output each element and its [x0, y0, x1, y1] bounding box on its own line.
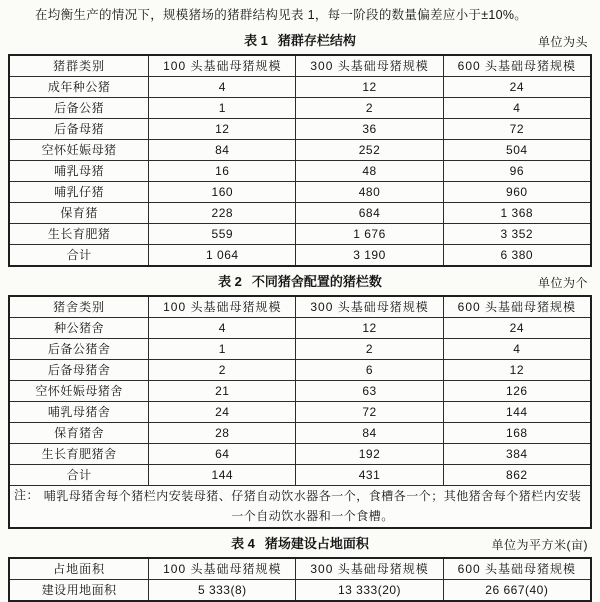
table-cell: 84: [296, 422, 443, 443]
table-cell: 3 352: [443, 223, 591, 244]
table-cell: 228: [149, 202, 296, 223]
table-cell: 252: [296, 139, 443, 160]
table-cell: 144: [149, 464, 296, 485]
table2-caption-title: 不同猪舍配置的猪栏数: [251, 273, 382, 289]
row-label: 种公猪舍: [9, 317, 149, 338]
table4-body: [9, 579, 591, 601]
table-row: [9, 202, 591, 223]
table-cell: 72: [296, 401, 443, 422]
column-header: 600 头基础母猪规模: [443, 55, 591, 77]
row-label: 合计: [9, 464, 149, 485]
table-cell: 63: [296, 380, 443, 401]
column-header: 600 头基础母猪规模: [443, 558, 591, 580]
table-cell: 168: [443, 422, 591, 443]
row-label: 哺乳母猪舍: [9, 401, 149, 422]
table-row: [9, 160, 591, 181]
row-label: 哺乳仔猪: [9, 181, 149, 202]
row-label: 后备母猪舍: [9, 359, 149, 380]
column-header: 300 头基础母猪规模: [296, 296, 443, 318]
table-cell: 3 190: [296, 244, 443, 266]
table-cell: 12: [296, 317, 443, 338]
table4-caption-label: 表 4: [231, 535, 255, 551]
row-label: 成年种公猪: [9, 76, 149, 97]
table-row: [9, 76, 591, 97]
table-note: [9, 485, 591, 527]
table-cell: 64: [149, 443, 296, 464]
table2-unit-label: 单位为个: [537, 275, 588, 290]
row-label: 后备公猪: [9, 97, 149, 118]
table2-header: [9, 296, 591, 318]
table-cell: 2: [149, 359, 296, 380]
table-row: [9, 244, 591, 266]
table-cell: 960: [443, 181, 591, 202]
table-cell: 24: [443, 317, 591, 338]
table-cell: 480: [296, 181, 443, 202]
column-header: 猪群类别: [9, 55, 149, 77]
table2-caption: [8, 274, 592, 290]
table-cell: 2: [296, 97, 443, 118]
table-cell: 12: [296, 76, 443, 97]
table-cell: 12: [443, 359, 591, 380]
table1-caption-label: 表 1: [244, 32, 268, 48]
table-row: [9, 380, 591, 401]
table-cell: 1 064: [149, 244, 296, 266]
column-header: 100 头基础母猪规模: [149, 558, 296, 580]
note-row: [9, 485, 591, 527]
row-label: 后备母猪: [9, 118, 149, 139]
table-row: [9, 181, 591, 202]
column-header: 猪舍类别: [9, 296, 149, 318]
column-header: 300 头基础母猪规模: [296, 55, 443, 77]
row-label: 生长育肥猪: [9, 223, 149, 244]
row-label: 合计: [9, 244, 149, 266]
table-cell: 13 333(20): [296, 579, 443, 601]
column-header: 100 头基础母猪规模: [149, 55, 296, 77]
table-cell: 1 676: [296, 223, 443, 244]
table-cell: 559: [149, 223, 296, 244]
table-cell: 48: [296, 160, 443, 181]
row-label: 建设用地面积: [9, 579, 149, 601]
table1-unit-label: 单位为头: [537, 34, 588, 49]
table1-caption: [8, 33, 592, 49]
table-cell: 4: [149, 317, 296, 338]
table2-note-body: [9, 485, 591, 527]
table-cell: 431: [296, 464, 443, 485]
table-cell: 24: [443, 76, 591, 97]
table-cell: 160: [149, 181, 296, 202]
table-row: [9, 359, 591, 380]
table-row: [9, 139, 591, 160]
table-cell: 5 333(8): [149, 579, 296, 601]
row-label: 保育猪舍: [9, 422, 149, 443]
table-cell: 192: [296, 443, 443, 464]
column-header: 占地面积: [9, 558, 149, 580]
land-area-table: [8, 557, 592, 602]
table-row: [9, 443, 591, 464]
pen-count-table: [8, 295, 592, 529]
table-cell: 36: [296, 118, 443, 139]
table-cell: 126: [443, 380, 591, 401]
table1-caption-title: 猪群存栏结构: [277, 32, 356, 48]
table-cell: 12: [149, 118, 296, 139]
header-row: [9, 558, 591, 580]
table-cell: 21: [149, 380, 296, 401]
table-row: [9, 118, 591, 139]
header-row: [9, 55, 591, 77]
table-cell: 4: [443, 338, 591, 359]
table-cell: 1: [149, 338, 296, 359]
column-header: 600 头基础母猪规模: [443, 296, 591, 318]
table-row: [9, 317, 591, 338]
table-cell: 1 368: [443, 202, 591, 223]
table-row: [9, 338, 591, 359]
row-label: 生长育肥猪舍: [9, 443, 149, 464]
column-header: 300 头基础母猪规模: [296, 558, 443, 580]
table-cell: 684: [296, 202, 443, 223]
table4-unit-label: 单位为平方米(亩): [491, 537, 588, 552]
table-cell: 6: [296, 359, 443, 380]
table4-header: [9, 558, 591, 580]
table-row: [9, 422, 591, 443]
table-cell: 96: [443, 160, 591, 181]
table2-body: [9, 317, 591, 485]
row-label: 空怀妊娠母猪舍: [9, 380, 149, 401]
table1-header: [9, 55, 591, 77]
table-cell: 26 667(40): [443, 579, 591, 601]
table-cell: 84: [149, 139, 296, 160]
header-row: [9, 296, 591, 318]
table-cell: 2: [296, 338, 443, 359]
table4-caption-title: 猪场建设占地面积: [264, 535, 369, 551]
herd-structure-table: [8, 54, 592, 267]
note-label: 注：: [14, 487, 40, 502]
table-cell: 504: [443, 139, 591, 160]
table-cell: 6 380: [443, 244, 591, 266]
table-cell: 72: [443, 118, 591, 139]
table4-caption: [8, 536, 592, 552]
table1-body: [9, 76, 591, 266]
table-cell: 144: [443, 401, 591, 422]
table-cell: 384: [443, 443, 591, 464]
table-cell: 28: [149, 422, 296, 443]
row-label: 空怀妊娠母猪: [9, 139, 149, 160]
intro-paragraph: 在均衡生产的情况下，规模猪场的猪群结构见表 1，每一阶段的数量偏差应小于±10%。: [35, 8, 528, 22]
table2-caption-label: 表 2: [218, 273, 242, 289]
table-row: [9, 464, 591, 485]
table-row: [9, 579, 591, 601]
table-row: [9, 97, 591, 118]
table-cell: 24: [149, 401, 296, 422]
column-header: 100 头基础母猪规模: [149, 296, 296, 318]
table-row: [9, 401, 591, 422]
table-cell: 1: [149, 97, 296, 118]
note-text: 哺乳母猪舍每个猪栏内安装母猪、仔猪自动饮水器各一个，食槽各一个；其他猪舍每个猪栏内安装一个自动饮水器和一个食槽。: [43, 488, 582, 524]
row-label: 后备公猪舍: [9, 338, 149, 359]
table-cell: 4: [443, 97, 591, 118]
table-cell: 16: [149, 160, 296, 181]
table-cell: 862: [443, 464, 591, 485]
row-label: 保育猪: [9, 202, 149, 223]
table-cell: 4: [149, 76, 296, 97]
row-label: 哺乳母猪: [9, 160, 149, 181]
table-row: [9, 223, 591, 244]
